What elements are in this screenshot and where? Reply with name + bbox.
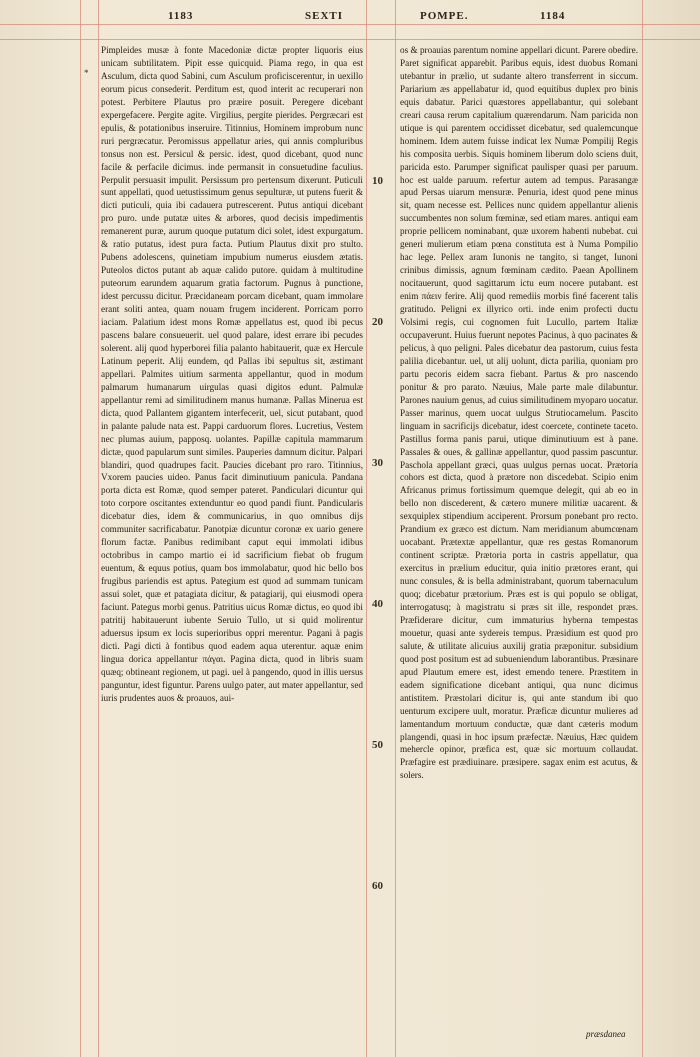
margin-rule-left-inner [98, 0, 99, 1057]
right-text-column [400, 44, 638, 1020]
line-number-60: 60 [372, 880, 383, 892]
line-number-50: 50 [372, 739, 383, 751]
gutter-rule-right [395, 0, 396, 1057]
left-running-head: SEXTI [305, 10, 344, 22]
right-page-number: 1184 [540, 10, 566, 22]
line-number-10: 10 [372, 175, 383, 187]
right-running-head: POMPE. [420, 10, 469, 22]
left-column-text: Pimpleides musæ à fonte Macedoniæ dictæ propter liquoris eius unicam subtilitatem. Pipit esse quicquid. Piama rego, in qua est Asculum, dicta quod Sabini, cum Asculum proficiscerentur, in uexillo eorum picus consederit. Perditum est, quod interit ac recuperari non potest. Perbitere Plautus pro præire posuit. Peregere dicebant expergefacere. Pergite agite. Virgilius, pergite pierides. Pergræcari est epulis, & potationibus inseruire. Titinnius, Hominem improbum nunc ruri pergræcatur. Peromissus appellatur aries, qui annis compluribus tonsus non est. Persicul & persic. idest, quod dicebant, quod nunc facile & perfacile dicimus. inde permansit in consuetudine faculius. Perpulit persuasit impulit. Persissum pro pertensum dixerunt. Puticuli sunt appellati, quod uetustissimum genus sepulturæ, ut putens fuerit & dicti puticuli, quia ibi cadauera putrescerent. Putus antiqui dicebant pro puro. unde putatæ uites & arbores, quod decisis impedimentis remanerent puræ, aurum quoque putatum dici solet, idest expurgatum. & ratio putatus, idest pura facta. Putium Plautus dixit pro stulto. Pubens adolescens, quinetiam impubium numerus eiusdem ætatis. Puteolos dictos putant ab aquæ calido putore. quidam à multitudine puteorum earundem aquarum gratia factorum. Pugnus à punctione, idest percussu dicitur. Præcidaneam porcam dicebant, quam immolare erant soliti antea, quam nouam frugem inciderent. Porricam porro iaciam. Palatium idest mons Romæ appellatus est, quod ibi pecus pascens balare consueuerit. uel quod palare, idest errare ibi pecudes solerent. alij quod hyperborei filia palanto habitauerit, quæ ex Hercule Latinum peperit. Alij eundem, qd Pallas ibi sepultus sit, æstimant appellari. Palmites uitium sarmenta appellantur, quod in modum palmarum humanarum uirgulas quasi digitos edunt. Palmulæ appellantur remi ad similitudinem manus humanæ. Pallas Minerua est dicta, quod Pallantem gigantem interfecerit, uel, sicut putabant, quod in palante palude nata est. Pappi carduorum flores. Lucretius, Vestem nec plumas auium, papposq. uolantes. Papillæ capitula mammarum dictæ, quod papularum sunt similes. Pauperies damnum dicitur. Palpari blandiri, quod quadrupes facit. Paucies dicebant pro raro. Titinnius, Vxorem paucies uideo. Panus facit diminutiuum panicula. Pandana porta dicta est Romæ, quod semper pateret. Pandiculari dicuntur qui toto corpore oscitantes extenduntur eo quod pandi fiunt. Pandicularis dicebatur dies, idem & communicarius, in quo omnibus dijs communiter sacrificabatur. Panotpiæ dicuntur coronæ ex uario genere florum factæ. Panibus redimibant caput equi immolati idibus octobribus in campo martio ei id sacrificium fiebat ob frugum euentum, & equus potius, quam bos immolabatur, quod hic bello bos frugibus pariendis est aptus. Pategium est quod ad summam tunicam assui solet, quæ et patagiata dicitur, & patagiarij, qui eiusmodi opera faciunt. Pategus morbi genus. Patritius uicus Romæ dictus, eo quod ibi patritij habitauerunt iubente Seruio Tullo, ut si quid molirentur aduersus ipsum ex locis superioribus oppri merentur. Pagani à pagis dicti. Pagi dicti à fontibus quod eadem aqua uterentur. aquæ enim lingua dorica appellantur πάγαι. Pagina dicta, quod in libris suam quæq; obtineant regionem, ut pagi. uel à pangendo, quod in illis uersus panguntur, idest figuntur. Parens uulgo pater, aut mater appellantur, sed iuris prudentes auos & proauos, aui- [101, 45, 363, 703]
line-number-20: 20 [372, 316, 383, 328]
margin-mark: * [84, 68, 89, 78]
margin-rule-right [642, 0, 643, 1057]
line-number-40: 40 [372, 598, 383, 610]
left-text-column [101, 44, 363, 1020]
left-page-number: 1183 [168, 10, 194, 22]
line-number-30: 30 [372, 457, 383, 469]
gutter-rule-left [366, 0, 367, 1057]
header-rule-top [0, 24, 700, 25]
right-column-text: os & proauias parentum nomine appellari dicunt. Parere obedire. Paret significat apparebit. Paribus equis, idest duobus Romani utebantur in prælio, ut sudante altero transferrent in siccum. Pariarium æs appellabatur id, quod equitibus duplex pro binis equis dabatur. Parici quæstores appellabantur, qui solebant creari causa rerum capitalium quærendarum. Nam paricida non utique is qui parentem occidisset dicebatur, sed qualemcunque hominem. Idem autem fuisse indicat lex Numæ Pompilij Regis his composita uerbis. Siquis hominem liberum dolo sciens duit, paricida esto. Parumper significat paulisper quasi per paruum. hoc est ualde paruum. refertur autem ad tempus. Parasangæ apud Persas uiarum mensuræ. Penuria, idest quod pene minus sit, quam necesse est. Pellices nunc quidem appellantur alienis succumbentes non solum fœminæ, sed etiam mares. antiqui eam proprie pellicem nominabant, quæ uxorem habenti nubebat. cui generi mulierum etiam pœna constituta est à Numa Pompilio hac lege. Pellex aram Iunonis ne tangito, si tanget, Iunoni crinibus dimissis, agnum fœminam cædito. Paean Apollinem nocitauerunt, quod sagittarum ictu eum nocere putabant. est enim πάειν ferire. Alij quod remediis morbis finé facerent talis gratitudo. Peligni ex illyrico orti. inde enim profecti ductu Volsimi regis, cui cognomen fuit Lucullo, partem Italiæ occupaverunt. Huius fuerunt nepotes Pacinus, à quo pacinates & pelicus, à quo peligni. Pales dicebatur dea pastorum, cuius festa palilia dicebantur. uel, ut alij uolunt, dicta parilia, quoniam pro partu pecoris eidem sacra fiebant. Partus & pro nascendo ponitur & pro parato. Næuius, Male parte male dilabuntur. Parones nauium genus, ad cuius similitudinem myoparo uocatur. Passer marinus, quem uocat uulgus Strutiocamelum. Pascito linguam in sacrificijs dicebatur, idest coercete, continete taceto. Pastillus forma panis parui, utique diminutiuum est à pane. Passales & oues, & gallinæ appellantur, quod passim pascuntur. Paschola appellant græci, quas uulgus pernas uocat. Prætoria cohors est dicta, quod à prætore non discedebat. Scipio enim Africanus primus fortissimum quemque delegit, qui ab eo in bello non discederent, & cætero munere militiæ uacarent. & sexquiplex stipendium acciperent. Prorsum ponebant pro recto. Prandium ex græco est dictum. Nam meridianum abumcœnam uocabant. Prætextæ appellantur, quæ res gestas Romanorum continent scriptæ. Prætoria porta in castris appellatur, qua exercitus in prælium educitur, quia initio prætores erant, qui nunc consules, & is bella administrabant, quorum tabernaculum quoq; dicebatur prætorium. Præs est is qui populo se obligat, interrogatusq; à magistratu si præs sit ille, respondet præs. Præfiderare dicitur, cum immaturius hyberna tempestas mouetur, quasi ante sydereis tempus. Præsidium est quod pro salute, & utilitate alicuius auxilij gratia præponitur. subsidium quod post positum est ad subueniendum laborantibus. Præsinare apud Plautum emere est, idest emendo tenere. Præstitem in eadem significatione dicebant antiqui, qua nunc dicimus antistitem. Præstolari dicitur is, qui ante standum ibi quo uenturum excipere uult, moratur. Præficæ dicuntur mulieres ad lamentandum mortuum conductæ, quæ dant cæteris modum plangendi, quasi in hoc ipsum præfectæ. Næuius, Hæc quidem mehercle opinor, præfica est, quæ sic mortuum collaudat. Præfagire est prædiuinare. præsipere. sagax enim est acutus, & solers. [400, 45, 638, 781]
catchword: præsdanea [586, 1029, 626, 1039]
header-rule-bottom [0, 39, 700, 40]
margin-rule-left [80, 0, 81, 1057]
